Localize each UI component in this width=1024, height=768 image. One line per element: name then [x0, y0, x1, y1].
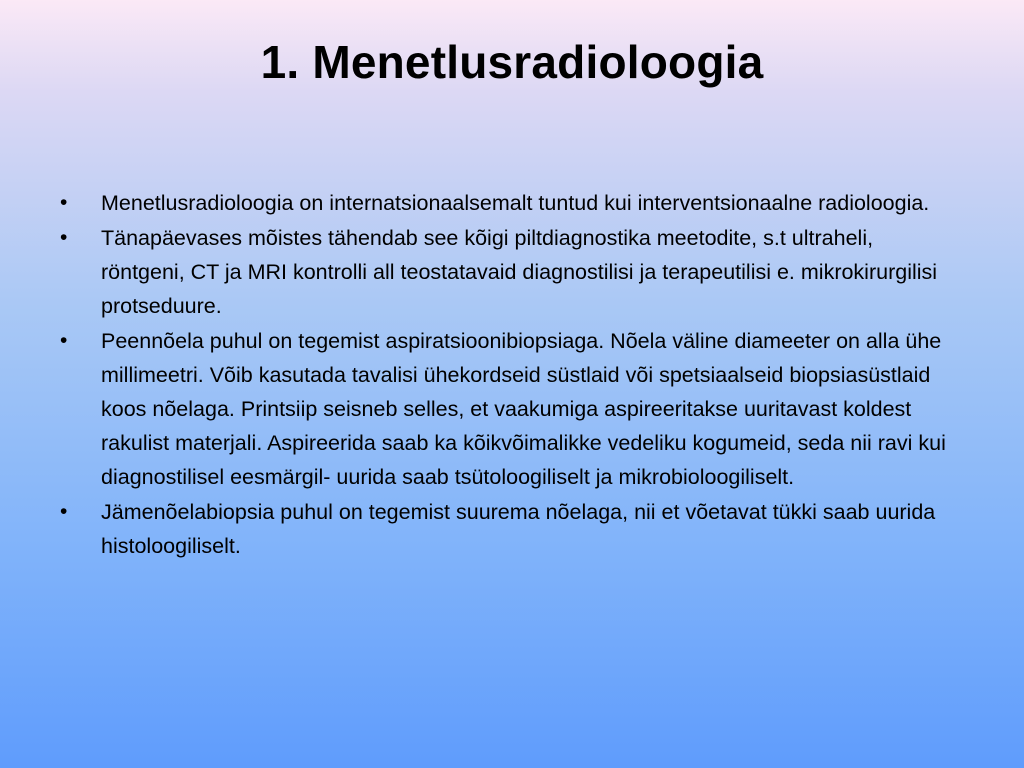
bullet-text: Jämenõelabiopsia puhul on tegemist suurema nõelaga, nii et võetavat tükki saab uurida histoloogiliselt.	[101, 500, 936, 558]
bullet-icon: •	[60, 191, 68, 214]
bullet-list	[60, 186, 960, 564]
bullet-icon: •	[60, 226, 68, 249]
slide-title: 1. Menetlusradioloogia	[260, 36, 764, 88]
bullet-icon: •	[60, 500, 68, 523]
bullet-text: Peennõela puhul on tegemist aspiratsioonibiopsiaga. Nõela väline diameeter on alla ühe millimeetri. Võib kasutada tavalisi ühekordseid süstlaid või spetsiaalseid biopsiasüstlaid koos nõelaga. Printsiip seisneb selles, et vaakumiga aspireeritakse uuritavast koldest rakulist materjali. Aspireerida saab ka kõikvõimalikke vedeliku kogumeid, seda nii ravi kui diagnostilisel eesmärgil- uurida saab tsütoloogiliselt ja mikrobioloogiliselt.	[101, 329, 946, 489]
bullet-text: Tänapäevases mõistes tähendab see kõigi piltdiagnostika meetodite, s.t ultraheli, röntgeni, CT ja MRI kontrolli all teostatavaid diagnostilisi ja terapeutilisi e. mikrokirurgilisi protseduure.	[101, 226, 938, 318]
bullet-icon: •	[60, 329, 68, 352]
bullet-item-4	[60, 495, 960, 563]
bullet-item-3	[60, 324, 960, 494]
bullet-text: Menetlusradioloogia on internatsionaalsemalt tuntud kui interventsionaalne radioloogia.	[101, 191, 930, 215]
bullet-item-1	[60, 186, 960, 220]
bullet-item-2	[60, 221, 960, 323]
